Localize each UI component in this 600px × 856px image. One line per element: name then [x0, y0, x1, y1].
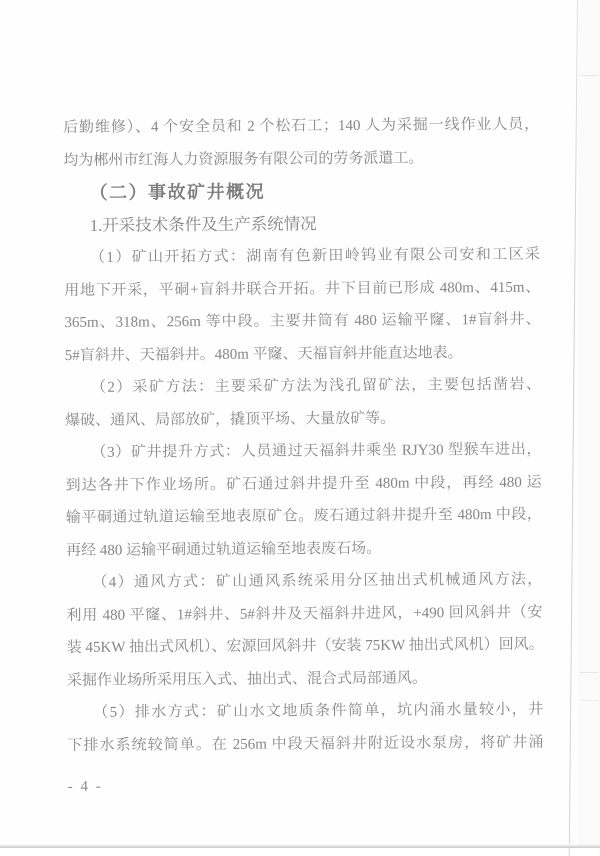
text-line: 输平硐通过轨道运输至地表原矿仓。废石通过斜井提升至 480m 中段，	[65, 506, 542, 526]
text-line: 后勤维修）、4 个安全员和 2 个松石工；140 人为采掘一线作业人员，	[63, 116, 540, 136]
text-line: （3）矿井提升方式：人员通过天福斜井乘坐 RJY30 型猴车进出，	[91, 441, 542, 461]
text-line: （2）采矿方法：主要采矿方法为浅孔留矿法，主要包括凿岩、	[90, 376, 541, 396]
page-number: - 4 -	[67, 778, 103, 795]
text-line: 365m、318m、256m 等中段。主要井筒有 480 运输平窿、1#盲斜井、	[64, 311, 541, 331]
scan-artifact-line	[580, 700, 598, 701]
page-edge-shadow-bottom	[0, 844, 600, 848]
text-line: 下排水系统较简单。在 256m 中段天福斜井附近设水泵房，将矿井涌	[67, 734, 544, 754]
text-line: 爆破、通风、局部放矿，撬顶平场、大量放矿等。	[65, 410, 396, 429]
text-line: 用地下开采，平硐+盲斜井联合开拓。井下目前已形成 480m、415m、	[64, 279, 541, 299]
text-line: 利用 480 平窿、1#斜井、5#斜井及天福斜井进风，+490 回风斜井（安	[66, 604, 543, 624]
text-line: （4）通风方式：矿山通风系统采用分区抽出式机械通风方法，	[92, 571, 543, 591]
scan-artifact-line	[580, 75, 598, 76]
text-line: 再经 480 运输平硐通过轨道运输至地表废石场。	[66, 540, 382, 559]
section-heading: （二）事故矿井概况	[89, 181, 266, 203]
document-text-block	[63, 109, 544, 804]
text-line: 到达各井下作业场所。矿石通过斜井提升至 480m 中段，再经 480 运	[65, 474, 542, 494]
scan-edge-strip	[578, 0, 600, 848]
text-line: （5）排水方式：矿山水文地质条件简单，坑内涌水量较小，井	[93, 701, 544, 721]
scan-artifact-line	[580, 672, 598, 673]
text-line: 装 45KW 抽出式风机）、宏源回风斜井（安装 75KW 抽出式风机）回风。	[66, 636, 544, 656]
text-line: 5#盲斜井、天福斜井。480m 平窿、天福盲斜井能直达地表。	[64, 344, 463, 364]
text-line: （1）矿山开拓方式：湖南有色新田岭钨业有限公司安和工区采	[89, 246, 541, 266]
text-line: 采掘作业场所采用压入式、抽出式、混合式局部通风。	[66, 669, 428, 689]
subsection-heading: 1.开采技术条件及生产系统情况	[89, 213, 317, 235]
page-edge-line-vertical	[569, 0, 578, 856]
text-line: 均为郴州市红海人力资源服务有限公司的劳务派遣工。	[63, 149, 424, 169]
